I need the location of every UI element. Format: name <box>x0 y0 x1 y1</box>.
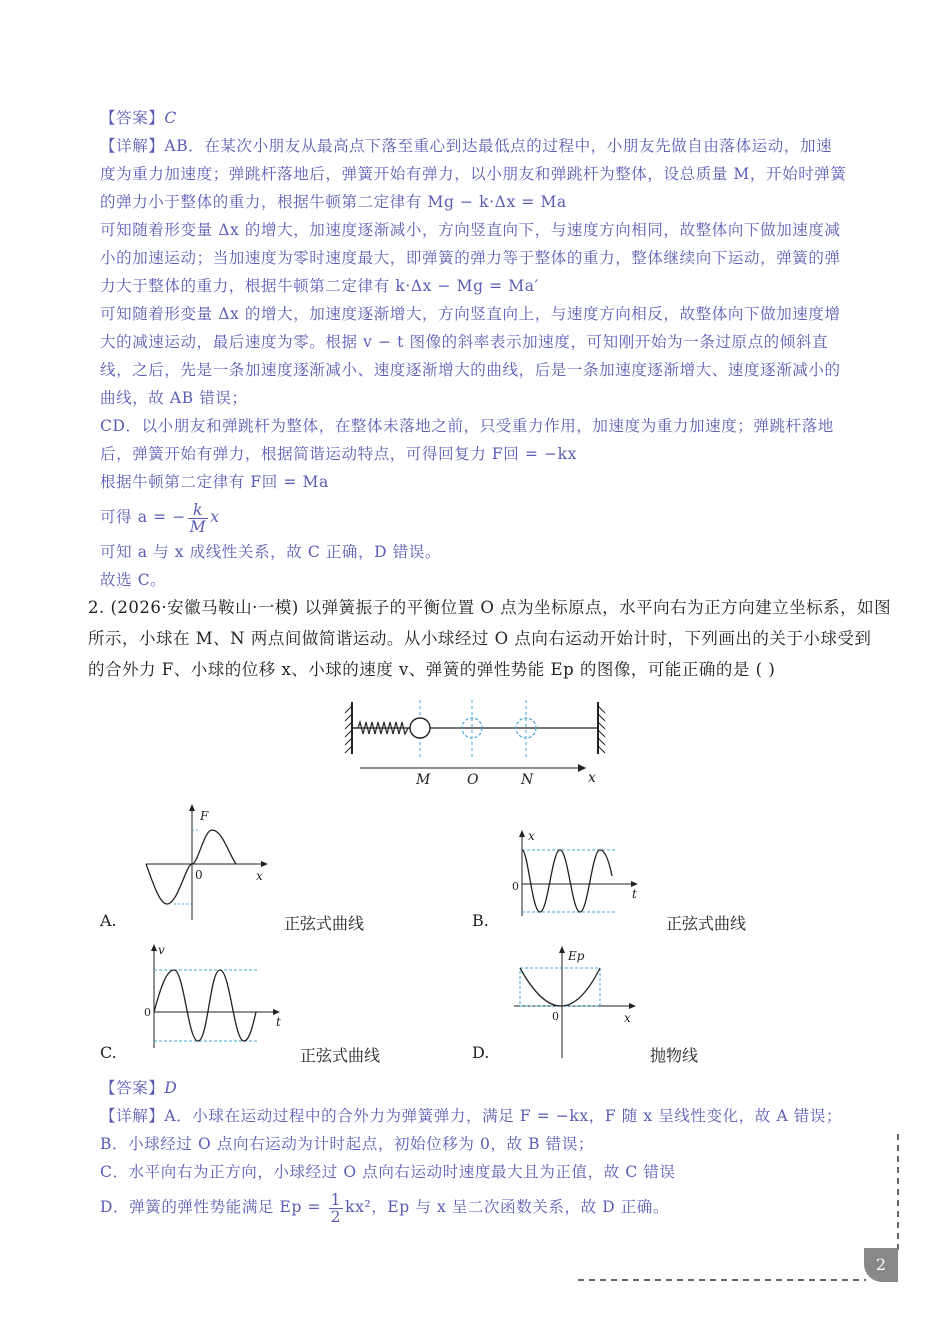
page-corner-decoration <box>570 1130 910 1290</box>
detail-1-line: 故选 C。 <box>100 571 167 589</box>
answer-2-value: D <box>164 1079 178 1097</box>
fraction-denominator: M <box>189 517 207 536</box>
right-wall-hatch <box>598 706 605 753</box>
option-c-graph <box>140 940 290 1050</box>
option-a-letter: A. <box>100 911 117 930</box>
fraction-numerator: k <box>188 502 208 519</box>
option-c-caption: 正弦式曲线 <box>300 1046 381 1065</box>
axis-y-label: Ep <box>568 949 585 963</box>
parabola-curve <box>520 968 600 1006</box>
axis-x-label: x <box>256 869 263 883</box>
sine-curve <box>522 850 612 912</box>
axis-y-arrow <box>151 944 157 951</box>
axis-y-label: F <box>200 809 209 823</box>
option-a-graph <box>140 800 275 925</box>
left-wall-hatch <box>345 706 352 753</box>
axis-y-label: x <box>528 829 535 843</box>
option-d-letter: D. <box>472 1043 490 1062</box>
origin-label: 0 <box>512 880 519 893</box>
fraction-numerator: 1 <box>330 1190 342 1209</box>
question-2 <box>88 592 892 685</box>
detail-1-line: 曲线，故 AB 错误； <box>100 389 248 407</box>
detail-1-line: 【详解】AB．在某次小朋友从最高点下落至重心到达最低点的过程中，小朋友先做自由落体运动，加速 <box>100 137 833 155</box>
axis-x-label: t <box>276 1015 281 1029</box>
fraction-prefix: 可得 a = − <box>100 508 186 526</box>
fraction-denominator: 2 <box>330 1207 342 1226</box>
option-a-caption: 正弦式曲线 <box>284 914 365 933</box>
question-2-line: 的合外力 F、小球的位移 x、小球的速度 v、弹簧的弹性势能 Ep 的图像，可能正确的是 ( ) <box>88 660 776 679</box>
axis-y-arrow <box>519 830 525 837</box>
detail-1-line: 根据牛顿第二定律有 F回 = Ma <box>100 473 329 491</box>
detail-1 <box>100 132 880 594</box>
origin-label: 0 <box>195 868 203 882</box>
x-axis-arrow <box>578 764 586 772</box>
detail-2-line: 【详解】A．小球在运动过程中的合外力为弹簧弹力，满足 F = −kx，F 随 x 呈线性变化，故 A 错误； <box>100 1107 843 1125</box>
detail-1-line: 大的减速运动，最后速度为零。根据 v − t 图像的斜率表示加速度，可知刚开始为一条过原点的倾斜直 <box>100 333 829 351</box>
axis-y-arrow <box>559 946 565 953</box>
axis-x-arrow <box>261 861 268 867</box>
axis-y-arrow <box>189 804 195 811</box>
question-2-line: 所示，小球在 M、N 两点间做简谐运动。从小球经过 O 点向右运动开始计时，下列画出的关于小球受到 <box>88 629 872 648</box>
fraction <box>329 1192 343 1225</box>
ball-at-m <box>410 718 430 738</box>
answer-1-label: 【答案】 <box>100 109 165 127</box>
spring-oscillator-figure <box>340 696 630 792</box>
detail-2-line: B．小球经过 O 点向右运动为计时起点，初始位移为 0，故 B 错误； <box>100 1135 594 1153</box>
detail-1-line: 力大于整体的重力，根据牛顿第二定律有 k·Δx − Mg = Ma′ <box>100 277 539 295</box>
fraction <box>188 502 208 535</box>
fraction-suffix: x <box>210 508 220 526</box>
answer-2 <box>100 1074 880 1102</box>
axis-y-label: v <box>158 943 165 957</box>
question-2-line: 2. (2026·安徽马鞍山·一模) 以弹簧振子的平衡位置 O 点为坐标原点，水平向右为正方向建立坐标系，如图 <box>88 598 892 617</box>
fraction-suffix: kx²，Ep 与 x 呈二次函数关系，故 D 正确。 <box>345 1198 670 1216</box>
sine-curve <box>146 830 236 904</box>
axis-x-label: t <box>632 887 637 901</box>
detail-1-line: 可知随着形变量 Δx 的增大，加速度逐渐减小，方向竖直向下，与速度方向相同，故整体向下做加速度减 <box>100 221 841 239</box>
page-number: 2 <box>864 1248 898 1282</box>
fraction-prefix: D．弹簧的弹性势能满足 Ep = <box>100 1198 327 1216</box>
axis-x-arrow <box>629 1003 636 1009</box>
detail-1-line: 的弹力小于整体的重力，根据牛顿第二定律有 Mg − k·Δx = Ma <box>100 193 567 211</box>
option-c-letter: C. <box>100 1043 117 1062</box>
answer-2-label: 【答案】 <box>100 1079 165 1097</box>
label-n: N <box>521 772 534 788</box>
option-b-graph <box>508 826 648 918</box>
detail-1-line: CD．以小朋友和弹跳杆为整体，在整体未落地之前，只受重力作用，加速度为重力加速度；弹跳杆落地 <box>100 417 834 435</box>
answer-1-value: C <box>164 109 177 127</box>
label-x: x <box>588 770 596 786</box>
detail-1-line: 后，弹簧开始有弹力，根据简谐运动特点，可得回复力 F回 = −kx <box>100 445 577 463</box>
origin-label: 0 <box>552 1010 559 1023</box>
label-m: M <box>416 772 431 788</box>
detail-1-fraction-line <box>100 496 880 538</box>
detail-1-line: 可知 a 与 x 成线性关系，故 C 正确，D 错误。 <box>100 543 441 561</box>
detail-1-line: 线，之后，先是一条加速度逐渐减小、速度逐渐增大的曲线，后是一条加速度逐渐增大、速度逐渐减小的 <box>100 361 841 379</box>
axis-x-label: x <box>624 1011 631 1025</box>
answer-1 <box>100 104 880 132</box>
sine-curve <box>154 970 256 1041</box>
option-b-letter: B. <box>472 911 489 930</box>
option-d-caption: 抛物线 <box>650 1046 699 1065</box>
option-b-caption: 正弦式曲线 <box>666 914 747 933</box>
detail-1-line: 小的加速运动；当加速度为零时速度最大，即弹簧的弹力等于整体的重力，整体继续向下运动，弹簧的弹 <box>100 249 841 267</box>
detail-1-line: 可知随着形变量 Δx 的增大，加速度逐渐增大，方向竖直向上，与速度方向相反，故整体向下做加速度增 <box>100 305 841 323</box>
detail-2-line: C．水平向右为正方向，小球经过 O 点向右运动时速度最大且为正值，故 C 错误 <box>100 1163 676 1181</box>
detail-1-line: 度为重力加速度；弹跳杆落地后，弹簧开始有弹力，以小朋友和弹跳杆为整体，设总质量 M，开始时弹簧 <box>100 165 847 183</box>
label-o: O <box>467 772 479 788</box>
dashed-guides <box>420 700 526 760</box>
origin-label: 0 <box>144 1006 151 1019</box>
option-d-graph <box>508 940 648 1062</box>
